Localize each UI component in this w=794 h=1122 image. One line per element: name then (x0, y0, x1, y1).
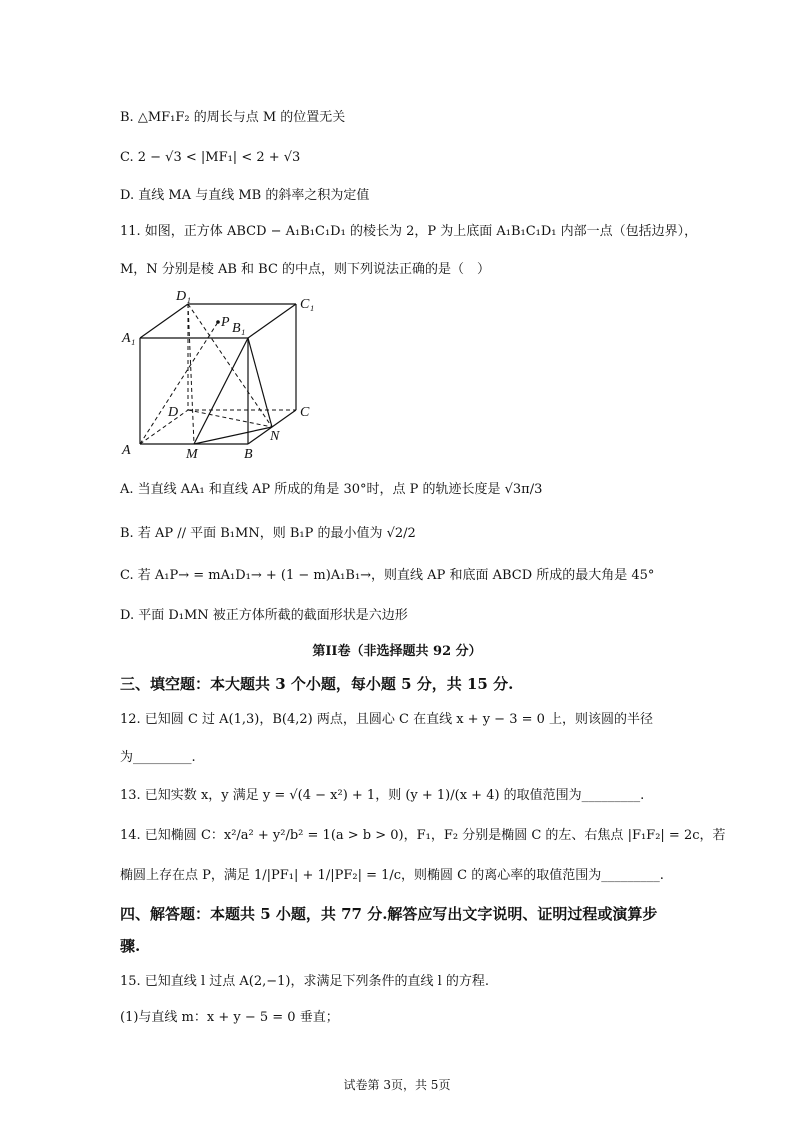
segment-n-b1 (248, 338, 272, 427)
question-11-stem-cont: M，N 分别是棱 AB 和 BC 的中点，则下列说法正确的是（ ） (120, 262, 491, 277)
option-b-q11: B. 若 AP // 平面 B₁MN，则 B₁P 的最小值为 √2/2 (120, 526, 416, 541)
edge-c1-b1 (248, 304, 296, 338)
label-a1: A₁ (122, 331, 136, 346)
section-4-heading: 四、解答题：本题共 5 小题，共 77 分.解答应写出文字说明、证明过程或演算步 (120, 905, 658, 923)
segment-d1-m (188, 304, 194, 444)
question-15-part-1: (1)与直线 m：x + y − 5 = 0 垂直； (120, 1010, 339, 1025)
page-footer: 试卷第 3页，共 5页 (343, 1078, 451, 1092)
option-c-q10: C. 2 − √3 < |MF₁| < 2 + √3 (120, 150, 301, 165)
label-c1: C₁ (300, 297, 315, 312)
cube-figure (118, 288, 328, 464)
question-13: 13. 已知实数 x，y 满足 y = √(4 − x²) + 1，则 (y + 1)/(x + 4) 的取值范围为_________. (120, 788, 645, 803)
segment-m-b1 (194, 338, 248, 444)
question-12: 12. 已知圆 C 过 A(1,3)，B(4,2) 两点，且圆心 C 在直线 x + y − 3 = 0 上，则该圆的半径 (120, 712, 654, 727)
label-b: B (244, 447, 253, 462)
segment-d-n (188, 410, 272, 427)
option-a-q11: A. 当直线 AA₁ 和直线 AP 所成的角是 30°时，点 P 的轨迹长度是 √3π/3 (120, 482, 543, 497)
question-11-stem: 11. 如图，正方体 ABCD − A₁B₁C₁D₁ 的棱长为 2，P 为上底面 A₁B₁C₁D₁ 内部一点（包括边界）， (120, 224, 698, 239)
option-b-q10: B. △MF₁F₂ 的周长与点 M 的位置无关 (120, 110, 346, 125)
label-c: C (300, 405, 310, 420)
label-a: A (122, 443, 131, 458)
label-b1: B₁ (232, 321, 246, 336)
segment-a-p (140, 322, 218, 444)
edge-a-d-hidden (140, 410, 188, 444)
label-p: P (221, 315, 230, 330)
label-n: N (270, 429, 280, 444)
question-14: 14. 已知椭圆 C：x²/a² + y²/b² = 1(a > b > 0)，F₁，F₂ 分别是椭圆 C 的左、右焦点 |F₁F₂| = 2c，若 (120, 828, 726, 843)
section-3-heading: 三、填空题：本大题共 3 个小题，每小题 5 分，共 15 分. (120, 675, 514, 693)
option-d-q10: D. 直线 MA 与直线 MB 的斜率之积为定值 (120, 188, 370, 203)
label-d: D (168, 405, 179, 420)
option-d-q11: D. 平面 D₁MN 被正方体所截的截面形状是六边形 (120, 608, 408, 623)
option-c-q11: C. 若 A₁P→ = mA₁D₁→ + (1 − m)A₁B₁→，则直线 AP 和底面 ABCD 所成的最大角是 45° (120, 568, 655, 583)
label-m: M (186, 447, 198, 462)
question-12-cont: 为_________. (120, 750, 196, 765)
segment-d1-n (188, 304, 272, 427)
section-ii-title: 第II卷（非选择题共 92 分） (312, 644, 482, 659)
point-p (216, 320, 220, 324)
label-d1: D₁ (176, 289, 191, 304)
section-4-heading-cont: 骤. (120, 937, 141, 955)
question-14-cont: 椭圆上存在点 P，满足 1/|PF₁| + 1/|PF₂| = 1/c，则椭圆 C 的离心率的取值范围为_________. (120, 868, 664, 883)
edge-a1-d1 (140, 304, 188, 338)
question-15: 15. 已知直线 l 过点 A(2,−1)，求满足下列条件的直线 l 的方程. (120, 974, 490, 989)
